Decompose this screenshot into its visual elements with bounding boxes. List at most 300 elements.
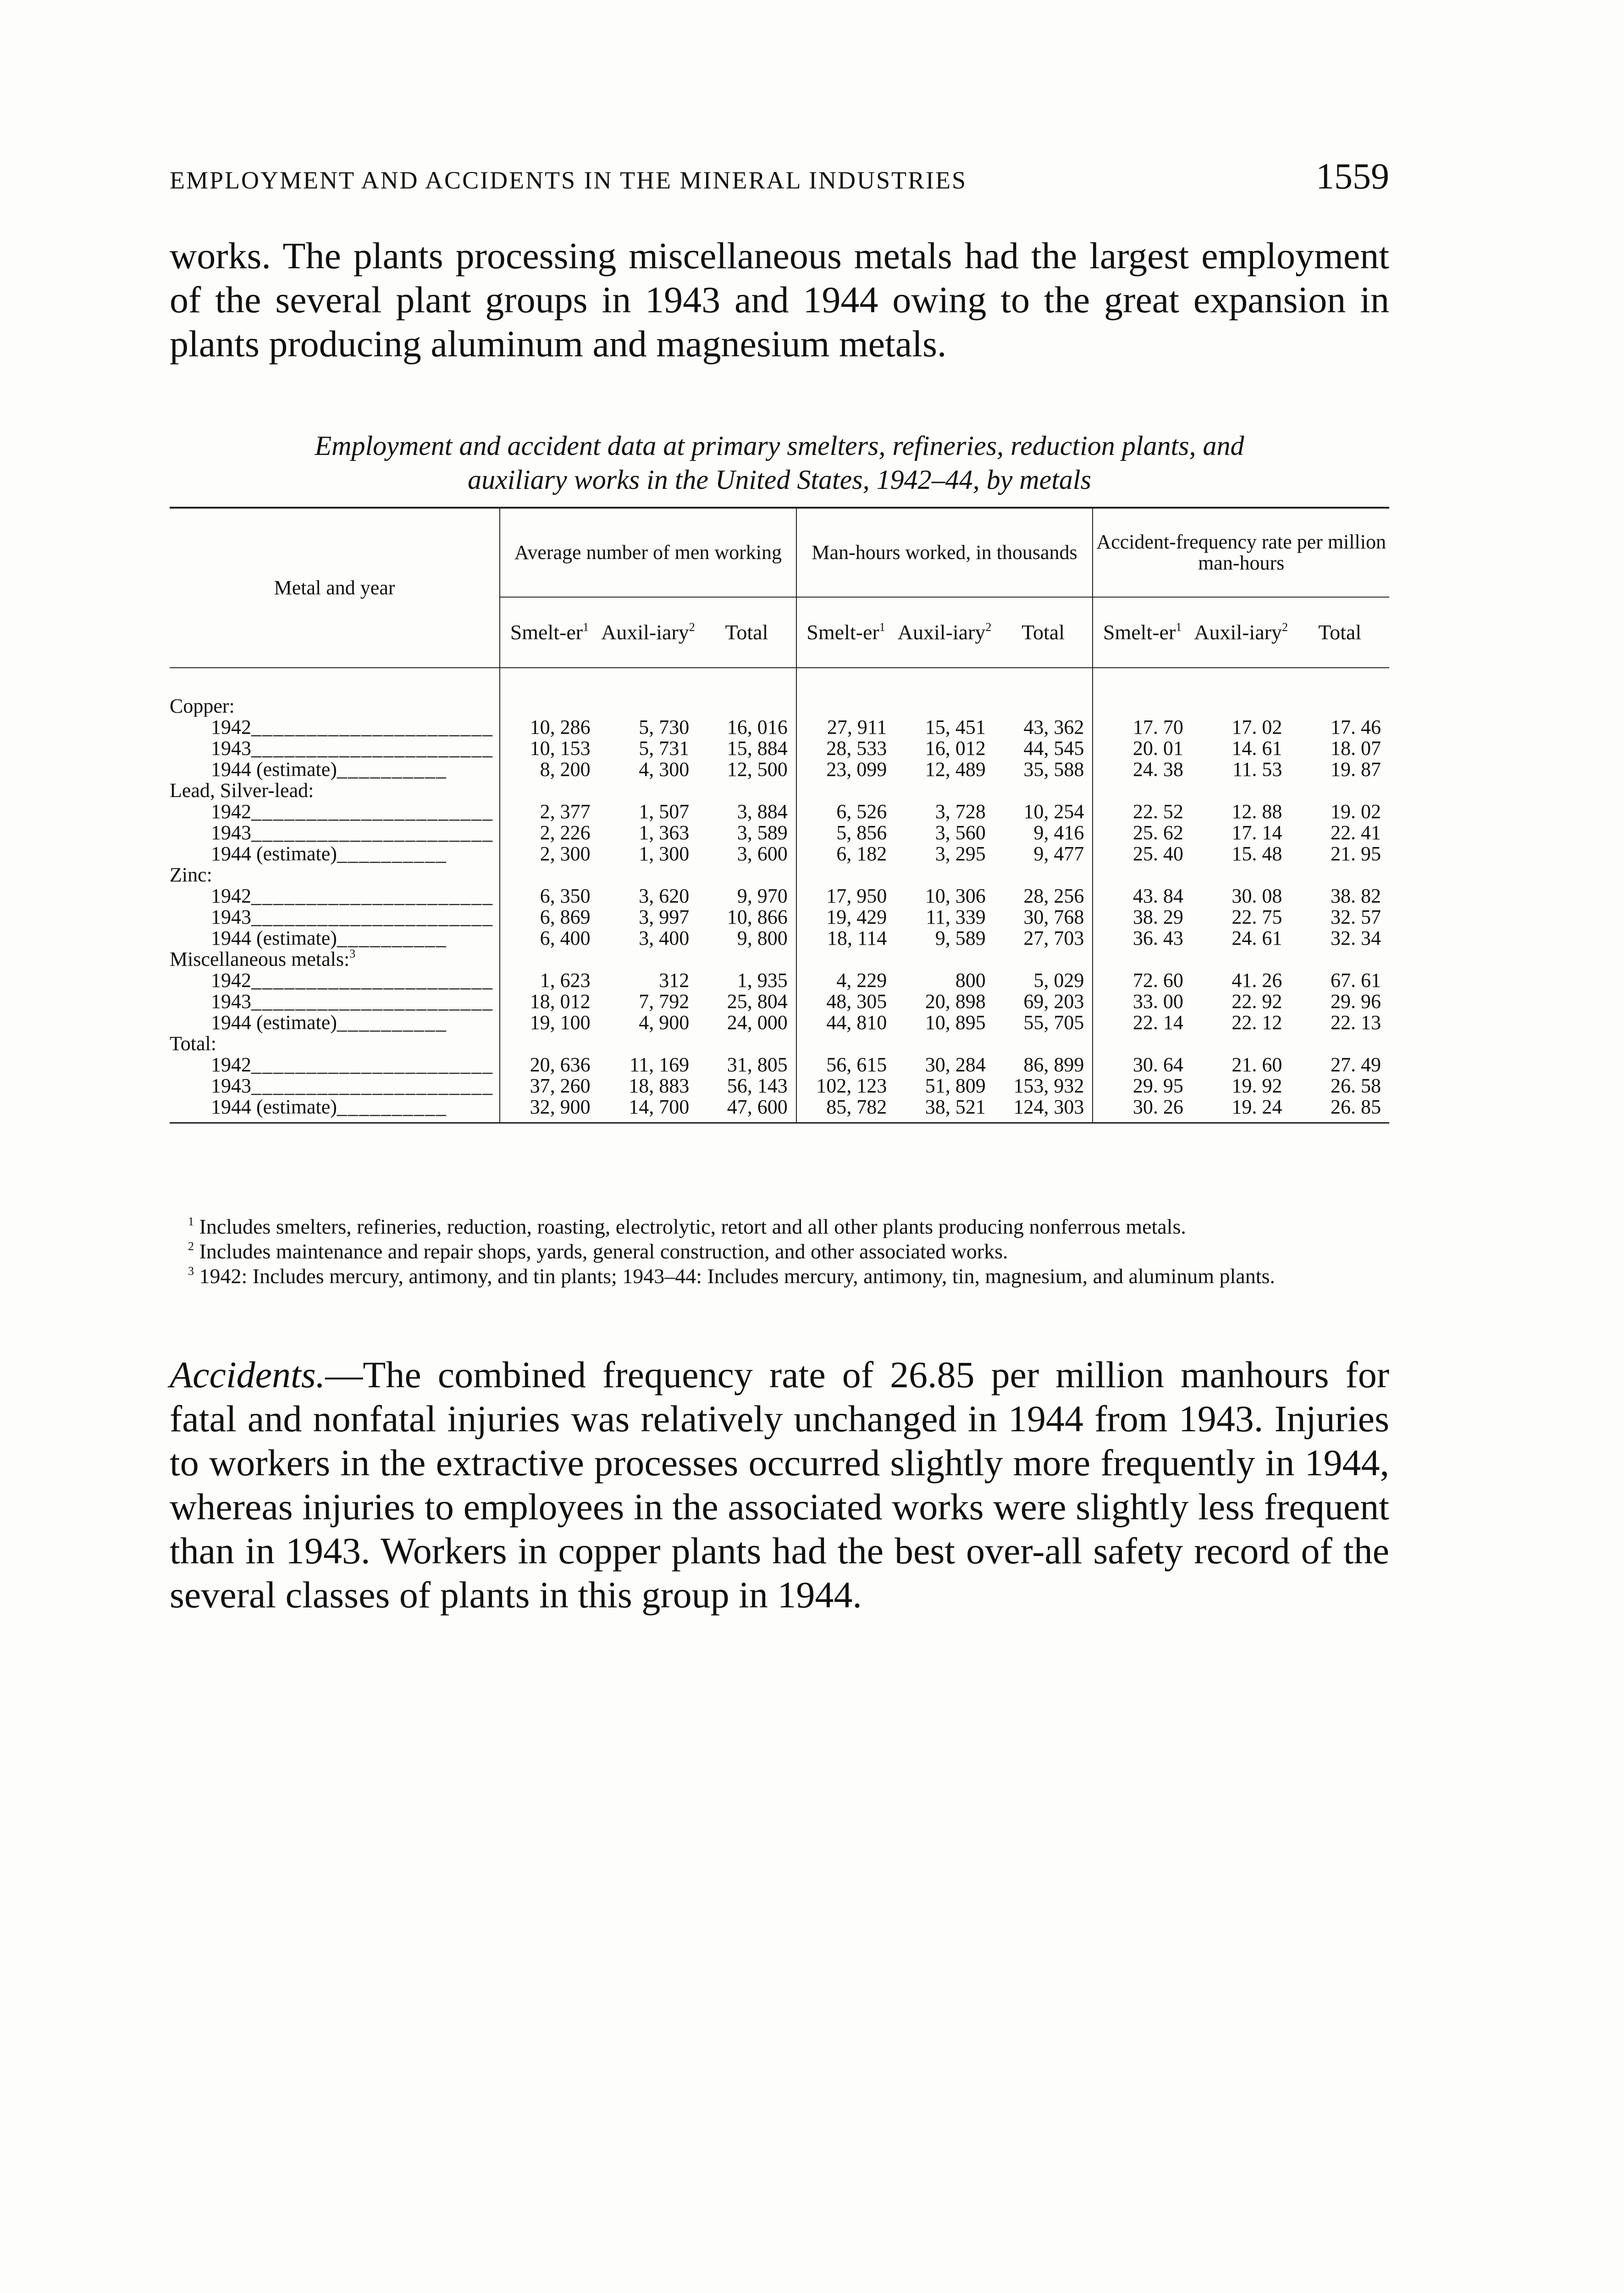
- row-year: 1942: [211, 970, 251, 991]
- row-year: 1943: [211, 907, 251, 928]
- empty-cell: [1192, 668, 1291, 717]
- table-cell: 44, 810: [826, 1011, 887, 1034]
- table-row: [170, 717, 1389, 738]
- dot-leader: ______________________: [251, 822, 493, 843]
- table-cell: 3, 728: [935, 800, 986, 823]
- table-cell: 5, 731: [639, 737, 690, 759]
- table-cell: 31, 805: [697, 1054, 796, 1075]
- table-row: [170, 822, 1389, 843]
- empty-cell: [500, 780, 599, 801]
- table-cell: 102, 123: [816, 1074, 887, 1097]
- intro-paragraph: works. The plants processing miscellaneous metals had the largest employment of the several plant groups in 1943 and 1944 owing to the great expansion in plants producing aluminum and magnesium metals.: [170, 235, 1389, 365]
- table-cell: 6, 182: [836, 842, 887, 865]
- table-cell: 3, 997: [639, 906, 690, 928]
- subheader-label: Smelt-er: [510, 620, 583, 644]
- dot-leader: __________: [337, 1097, 447, 1118]
- stub-header: Metal and year: [170, 508, 500, 668]
- table-caption-line-2: auxiliary works in the United States, 1942–44, by metals: [468, 465, 1091, 495]
- subheader-employment-smelter: [500, 597, 599, 668]
- table-row: [170, 1054, 1389, 1075]
- group-header-man-hours: Man-hours worked, in thousands: [796, 508, 1093, 597]
- table-cell: 43. 84: [1132, 885, 1183, 907]
- row-year: 1942: [211, 801, 251, 822]
- table-cell: 8, 200: [540, 758, 591, 781]
- empty-cell: [1093, 780, 1192, 801]
- section-row: [170, 864, 1389, 886]
- empty-cell: [697, 1033, 796, 1054]
- row-label: [170, 1097, 500, 1123]
- section-name: Copper:: [170, 695, 235, 717]
- subheader-label: Auxil-iary: [897, 620, 986, 644]
- row-year: 1943: [211, 991, 251, 1012]
- table-cell: 14. 61: [1232, 737, 1282, 759]
- table-cell: 32. 34: [1331, 927, 1381, 949]
- table-cell: 6, 526: [836, 800, 887, 823]
- row-label: [170, 822, 500, 843]
- empty-cell: [599, 1033, 698, 1054]
- footnote-reference: 1: [1176, 620, 1182, 634]
- table-cell: 3, 560: [935, 821, 986, 844]
- empty-cell: [1290, 864, 1389, 886]
- table-cell: 24. 38: [1132, 758, 1183, 781]
- table-cell: 25, 804: [697, 991, 796, 1012]
- footnote-reference: 2: [1282, 620, 1288, 634]
- empty-cell: [1290, 949, 1389, 970]
- table-row: [170, 843, 1389, 864]
- table-cell: 14, 700: [599, 1097, 698, 1123]
- row-year: 1944 (estimate): [211, 843, 337, 864]
- subheader-man-hours-smelter: [796, 597, 895, 668]
- row-label: [170, 843, 500, 864]
- page-number: 1559: [1316, 156, 1389, 197]
- table-cell: 11, 169: [629, 1053, 690, 1076]
- section-label: [170, 949, 500, 970]
- table-cell: 17. 46: [1331, 716, 1381, 738]
- table-cell: 1, 935: [697, 970, 796, 991]
- table-cell: 312: [659, 969, 690, 991]
- empty-cell: [796, 949, 895, 970]
- table-cell: 67. 61: [1331, 969, 1381, 991]
- table-cell: 22. 14: [1132, 1011, 1183, 1034]
- table-cell: 20. 01: [1132, 737, 1183, 759]
- table-cell: 32. 57: [1331, 906, 1381, 928]
- table-cell: 22. 75: [1232, 906, 1282, 928]
- table-cell: 20, 636: [530, 1053, 591, 1076]
- row-year: 1942: [211, 1054, 251, 1075]
- table-cell: 4, 900: [639, 1011, 690, 1034]
- accidents-heading: Accidents.: [170, 1354, 326, 1396]
- table-cell: 1, 623: [540, 969, 591, 991]
- footnote-reference: 3: [349, 949, 356, 960]
- table-cell: 3, 400: [639, 927, 690, 949]
- section-label: [170, 1033, 500, 1054]
- empty-cell: [599, 949, 698, 970]
- table-row: [170, 928, 1389, 949]
- table-cell: 9, 416: [994, 822, 1093, 843]
- table-row: [170, 738, 1389, 759]
- table-cell: 18, 883: [629, 1074, 690, 1097]
- table-cell: 10, 254: [994, 801, 1093, 822]
- footnote-text: 1942: Includes mercury, antimony, and tin plants; 1943–44: Includes mercury, antimony, tin, magnesium, and aluminum plants.: [199, 1264, 1275, 1288]
- table-cell: 5, 029: [994, 970, 1093, 991]
- table-cell: 56, 143: [697, 1075, 796, 1097]
- empty-cell: [1093, 1033, 1192, 1054]
- section-label: [170, 864, 500, 886]
- table-cell: 37, 260: [530, 1074, 591, 1097]
- table-row: [170, 759, 1389, 780]
- table-cell: 86, 899: [994, 1054, 1093, 1075]
- empty-cell: [796, 668, 895, 717]
- table-cell: 19. 87: [1331, 758, 1381, 781]
- accidents-dash: —: [325, 1354, 363, 1396]
- table-cell: 10, 153: [530, 737, 591, 759]
- row-year: 1944 (estimate): [211, 1097, 337, 1118]
- table-cell: 3, 295: [935, 842, 986, 865]
- table-cell: 38, 521: [895, 1097, 994, 1123]
- empty-cell: [599, 668, 698, 717]
- row-year: 1943: [211, 1075, 251, 1097]
- empty-cell: [895, 668, 994, 717]
- table-cell: 6, 350: [540, 885, 591, 907]
- subheader-man-hours-auxiliary: [895, 597, 994, 668]
- table-cell: 18. 07: [1331, 737, 1381, 759]
- table-cell: 4, 300: [639, 758, 690, 781]
- dot-leader: __________: [337, 928, 447, 949]
- table-cell: 28, 533: [826, 737, 887, 759]
- table-cell: 18, 114: [827, 927, 887, 949]
- table-cell: 18, 012: [530, 990, 591, 1013]
- table-cell: 30. 26: [1093, 1097, 1192, 1123]
- subheader-label: Auxil-iary: [601, 620, 689, 644]
- employment-accident-table: [170, 507, 1389, 1124]
- footnote: [170, 1265, 1389, 1288]
- section-label: [170, 668, 500, 717]
- table-cell: 3, 589: [697, 822, 796, 843]
- table-cell: 3, 620: [639, 885, 690, 907]
- empty-cell: [895, 1033, 994, 1054]
- table-cell: 27, 911: [827, 716, 887, 738]
- subheader-label: Total: [725, 620, 768, 644]
- table-cell: 25. 62: [1132, 821, 1183, 844]
- table-cell: 44, 545: [994, 738, 1093, 759]
- subheader-frequency-rate-smelter: [1093, 597, 1192, 668]
- row-year: 1942: [211, 886, 251, 907]
- table-cell: 22. 13: [1331, 1011, 1381, 1034]
- table-cell: 800: [955, 969, 986, 991]
- empty-cell: [796, 864, 895, 886]
- table-cell: 33. 00: [1132, 990, 1183, 1013]
- table-cell: 24, 000: [697, 1012, 796, 1033]
- table-cell: 11. 53: [1232, 758, 1282, 781]
- dot-leader: __________: [337, 843, 447, 864]
- table-cell: 48, 305: [826, 990, 887, 1013]
- dot-leader: __________: [337, 1012, 447, 1033]
- table-cell: 30, 284: [925, 1053, 986, 1076]
- running-head: [170, 156, 1389, 211]
- empty-cell: [1290, 668, 1389, 717]
- table-cell: 5, 856: [836, 821, 887, 844]
- row-label: [170, 1054, 500, 1075]
- subheader-frequency-rate-total: [1290, 597, 1389, 668]
- row-label: [170, 970, 500, 991]
- section-row: [170, 1033, 1389, 1054]
- table-cell: 32, 900: [500, 1097, 599, 1123]
- dot-leader: ______________________: [251, 991, 493, 1012]
- table-cell: 26. 58: [1331, 1074, 1381, 1097]
- row-label: [170, 801, 500, 822]
- table-cell: 153, 932: [994, 1075, 1093, 1097]
- section-label: [170, 780, 500, 801]
- table-cell: 9, 800: [697, 928, 796, 949]
- table-cell: 21. 95: [1331, 842, 1381, 865]
- footnote-mark: 1: [188, 1215, 194, 1228]
- table-cell: 22. 52: [1132, 800, 1183, 823]
- empty-cell: [599, 864, 698, 886]
- table-row: [170, 970, 1389, 991]
- table-cell: 17. 70: [1132, 716, 1183, 738]
- empty-cell: [796, 1033, 895, 1054]
- row-label: [170, 1075, 500, 1097]
- table-cell: 16, 012: [925, 737, 986, 759]
- table-cell: 21. 60: [1232, 1053, 1282, 1076]
- row-label: [170, 1012, 500, 1033]
- subheader-man-hours-total: [994, 597, 1093, 668]
- table-cell: 30. 08: [1232, 885, 1282, 907]
- empty-cell: [994, 780, 1093, 801]
- table-cell: 10, 895: [925, 1011, 986, 1034]
- table-cell: 2, 300: [540, 842, 591, 865]
- table-cell: 3, 600: [697, 843, 796, 864]
- accidents-paragraph: [170, 1353, 1389, 1617]
- table-cell: 27, 703: [994, 928, 1093, 949]
- dot-leader: __________: [337, 759, 447, 780]
- subheader-employment-total: [697, 597, 796, 668]
- table-cell: 2, 377: [540, 800, 591, 823]
- table-cell: 5, 730: [639, 716, 690, 738]
- table-row: [170, 886, 1389, 907]
- empty-cell: [1093, 949, 1192, 970]
- empty-cell: [895, 949, 994, 970]
- table-cell: 22. 92: [1232, 990, 1282, 1013]
- footnotes: [170, 1215, 1389, 1290]
- empty-cell: [1192, 1033, 1291, 1054]
- empty-cell: [1192, 949, 1291, 970]
- table-cell: 4, 229: [836, 969, 887, 991]
- empty-cell: [1290, 780, 1389, 801]
- table-cell: 1, 507: [639, 800, 690, 823]
- table-cell: 17. 02: [1232, 716, 1282, 738]
- subheader-label: Auxil-iary: [1194, 620, 1282, 644]
- table-cell: 12, 489: [925, 758, 986, 781]
- section-row: [170, 780, 1389, 801]
- table-cell: 1, 363: [639, 821, 690, 844]
- group-header-employment: Average number of men working: [500, 508, 796, 597]
- table-cell: 10, 286: [530, 716, 591, 738]
- table-cell: 85, 782: [796, 1097, 895, 1123]
- row-label: [170, 928, 500, 949]
- empty-cell: [895, 780, 994, 801]
- table-cell: 3, 884: [697, 801, 796, 822]
- empty-cell: [1093, 864, 1192, 886]
- row-year: 1944 (estimate): [211, 928, 337, 949]
- subheader-label: Smelt-er: [806, 620, 879, 644]
- row-year: 1943: [211, 822, 251, 843]
- subheader-label: Total: [1318, 620, 1362, 644]
- table-cell: 9, 589: [935, 927, 986, 949]
- section-row: [170, 668, 1389, 717]
- row-year: 1942: [211, 717, 251, 738]
- row-label: [170, 717, 500, 738]
- section-name: Lead, Silver-lead:: [170, 780, 314, 801]
- empty-cell: [599, 780, 698, 801]
- table-cell: 9, 477: [994, 843, 1093, 864]
- empty-cell: [1192, 864, 1291, 886]
- table-cell: 35, 588: [994, 759, 1093, 780]
- table-cell: 12. 88: [1232, 800, 1282, 823]
- table-cell: 19. 24: [1192, 1097, 1291, 1123]
- empty-cell: [994, 1033, 1093, 1054]
- table-cell: 28, 256: [994, 886, 1093, 907]
- table-cell: 56, 615: [826, 1053, 887, 1076]
- empty-cell: [500, 949, 599, 970]
- table-cell: 15, 884: [697, 738, 796, 759]
- row-label: [170, 991, 500, 1012]
- row-year: 1943: [211, 738, 251, 759]
- table-cell: 23, 099: [826, 758, 887, 781]
- table-cell: 124, 303: [994, 1097, 1093, 1123]
- subheader-label: Smelt-er: [1103, 620, 1176, 644]
- footnote-reference: 2: [689, 620, 695, 634]
- table-cell: 29. 95: [1132, 1074, 1183, 1097]
- table-cell: 2, 226: [540, 821, 591, 844]
- row-year: 1944 (estimate): [211, 759, 337, 780]
- empty-cell: [1093, 668, 1192, 717]
- table-cell: 51, 809: [925, 1074, 986, 1097]
- running-head-title: EMPLOYMENT AND ACCIDENTS IN THE MINERAL INDUSTRIES: [170, 166, 967, 194]
- table-cell: 22. 12: [1232, 1011, 1282, 1034]
- table-cell: 38. 29: [1132, 906, 1183, 928]
- dot-leader: ______________________: [251, 886, 493, 907]
- empty-cell: [697, 668, 796, 717]
- footnote-reference: 1: [879, 620, 885, 634]
- section-name: Zinc:: [170, 864, 212, 886]
- footnote: [170, 1215, 1389, 1238]
- footnote-mark: 3: [188, 1264, 194, 1278]
- dot-leader: ______________________: [251, 738, 493, 759]
- table-cell: 10, 866: [697, 907, 796, 928]
- table-row: [170, 991, 1389, 1012]
- section-name: Total:: [170, 1033, 217, 1054]
- table-cell: 17, 950: [826, 885, 887, 907]
- table-cell: 29. 96: [1331, 990, 1381, 1013]
- table-cell: 1, 300: [639, 842, 690, 865]
- table-cell: 7, 792: [639, 990, 690, 1013]
- table-cell: 43, 362: [994, 717, 1093, 738]
- row-label: [170, 738, 500, 759]
- table-cell: 30, 768: [994, 907, 1093, 928]
- empty-cell: [697, 780, 796, 801]
- table-cell: 9, 970: [697, 886, 796, 907]
- footnote: [170, 1240, 1389, 1263]
- table-cell: 16, 016: [697, 717, 796, 738]
- accidents-text: The combined frequency rate of 26.85 per million manhours for fatal and nonfatal injuries was relatively unchanged in 1944 from 1943. Injuries to workers in the extractive processes occurred slightly more frequently in 1944, whereas injuries to employees in the associated works were slightly less frequent than in 1943. Workers in copper plants had the best over-all safety record of the several classes of plants in this group in 1944.: [170, 1354, 1389, 1616]
- table-cell: 11, 339: [926, 906, 986, 928]
- table-cell: 6, 869: [540, 906, 591, 928]
- table-cell: 17. 14: [1232, 821, 1282, 844]
- table-caption: [170, 429, 1389, 497]
- table-cell: 10, 306: [925, 885, 986, 907]
- table-cell: 27. 49: [1331, 1053, 1381, 1076]
- table-cell: 6, 400: [540, 927, 591, 949]
- empty-cell: [796, 780, 895, 801]
- row-label: [170, 907, 500, 928]
- table-cell: 25. 40: [1132, 842, 1183, 865]
- table-cell: 47, 600: [697, 1097, 796, 1123]
- empty-cell: [500, 1033, 599, 1054]
- footnote-mark: 2: [188, 1240, 194, 1253]
- footnote-text: Includes maintenance and repair shops, yards, general construction, and other associated works.: [199, 1240, 1008, 1263]
- table-cell: 24. 61: [1232, 927, 1282, 949]
- table-cell: 72. 60: [1132, 969, 1183, 991]
- row-label: [170, 886, 500, 907]
- table-cell: 19. 92: [1232, 1074, 1282, 1097]
- table-cell: 36. 43: [1132, 927, 1183, 949]
- dot-leader: ______________________: [251, 1075, 493, 1097]
- table-cell: 19. 02: [1331, 800, 1381, 823]
- subheader-frequency-rate-auxiliary: [1192, 597, 1291, 668]
- table-cell: 41. 26: [1232, 969, 1282, 991]
- empty-cell: [1290, 1033, 1389, 1054]
- empty-cell: [994, 864, 1093, 886]
- empty-cell: [697, 864, 796, 886]
- section-name: Miscellaneous metals:: [170, 949, 350, 970]
- table-row: [170, 1012, 1389, 1033]
- table-cell: 19, 429: [826, 906, 887, 928]
- dot-leader: ______________________: [251, 717, 493, 738]
- empty-cell: [994, 949, 1093, 970]
- table-row: [170, 907, 1389, 928]
- table-cell: 15, 451: [925, 716, 986, 738]
- dot-leader: ______________________: [251, 801, 493, 822]
- table-cell: 12, 500: [697, 759, 796, 780]
- empty-cell: [994, 668, 1093, 717]
- footnote-reference: 2: [985, 620, 992, 634]
- dot-leader: ______________________: [251, 970, 493, 991]
- table-caption-line-1: Employment and accident data at primary smelters, refineries, reduction plants, and: [315, 431, 1244, 461]
- table-row: [170, 1075, 1389, 1097]
- table-cell: 22. 41: [1331, 821, 1381, 844]
- table-cell: 20, 898: [925, 990, 986, 1013]
- subheader-employment-auxiliary: [599, 597, 698, 668]
- table-cell: 26. 85: [1290, 1097, 1389, 1123]
- empty-cell: [500, 864, 599, 886]
- footnote-text: Includes smelters, refineries, reduction, roasting, electrolytic, retort and all other plants producing nonferrous metals.: [199, 1215, 1186, 1238]
- table-cell: 15. 48: [1232, 842, 1282, 865]
- footnote-reference: 1: [583, 620, 589, 634]
- group-header-frequency-rate: Accident-frequency rate per million man-hours: [1093, 508, 1389, 597]
- empty-cell: [500, 668, 599, 717]
- table-cell: 55, 705: [994, 1012, 1093, 1033]
- empty-cell: [895, 864, 994, 886]
- empty-cell: [697, 949, 796, 970]
- dot-leader: ______________________: [251, 1054, 493, 1075]
- table-row: [170, 1097, 1389, 1123]
- table-row: [170, 801, 1389, 822]
- empty-cell: [1192, 780, 1291, 801]
- data-table-container: [170, 507, 1389, 1124]
- subheader-label: Total: [1022, 620, 1065, 644]
- table-cell: 38. 82: [1331, 885, 1381, 907]
